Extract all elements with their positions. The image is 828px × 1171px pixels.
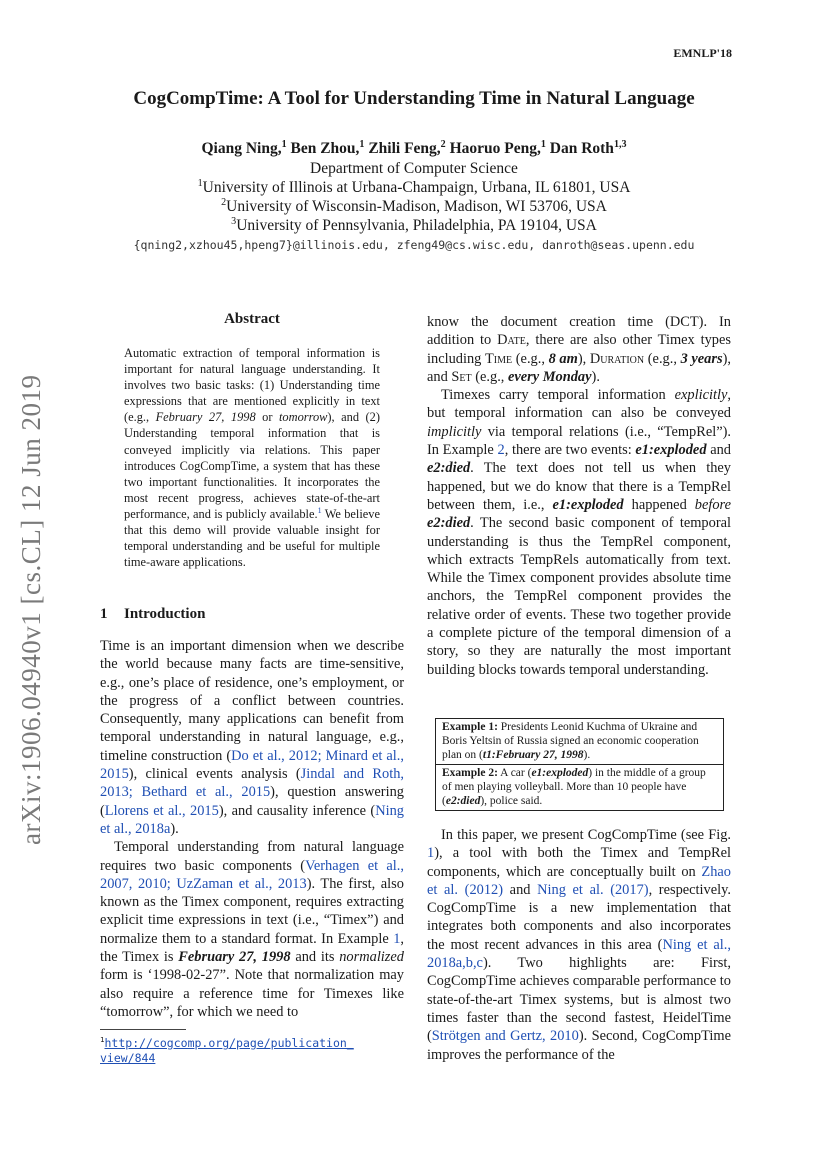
- body-text: , respectively. CogCompTime is a new implementation that integrates both components and also incorporates the most recent advances in this area (: [427, 881, 731, 953]
- affiliation-sup: 2: [221, 196, 227, 208]
- paragraph: [427, 826, 731, 1064]
- event-label: e2:died: [427, 515, 471, 532]
- body-text-bold: every Monday: [508, 368, 592, 385]
- arxiv-stamp: arXiv:1906.04940v1 [cs.CL] 12 Jun 2019: [16, 374, 46, 846]
- paragraph: [100, 838, 404, 1021]
- author-name: Haoruo Peng,: [449, 140, 541, 157]
- abstract-text: ), and (2) Understanding temporal information that is conveyed implicitly via relations. This paper introduces CogCompTime, a system that has these two important functionalities. It incorporates the most recent progress, achieves state-of-the-art performance, and is publicly available.: [124, 410, 380, 521]
- right-column-body-bottom: [427, 826, 731, 1064]
- body-text-italic: implicitly: [427, 423, 482, 440]
- example-1: [436, 719, 723, 764]
- body-text: ), a tool with both the Timex and TempRel components, which are conceptually built on: [427, 845, 731, 880]
- example-annotation: e2:died: [445, 795, 481, 807]
- examples-box: [435, 718, 724, 811]
- body-text: ). Two highlights are: First, CogCompTime achieves comparable performance to state-of-the-art Timex systems, but is almost two times faster than the second fastest, HeidelTime (: [427, 955, 731, 1045]
- body-text: . The second basic component of temporal understanding is thus the TempRel component, which extracts TempRels automatically from text. While the Timex component provides absolute time anchors, the TempRel component provides the relative order of events. These two together provide a complete picture of the temporal dimension of a story, so they are naturally the most important building blocks towards temporal understanding.: [427, 515, 731, 678]
- citation-link[interactable]: Llorens et al., 2015: [104, 802, 219, 819]
- body-text: , the Timex is: [100, 930, 404, 966]
- example-label: Example 2:: [442, 767, 498, 779]
- footnote-url-line: http://cogcomp.org/page/publication_: [104, 1036, 354, 1050]
- example-annotation: e1:exploded: [531, 767, 589, 779]
- abstract-example-tomorrow: tomorrow: [278, 410, 328, 425]
- body-text: , but temporal information can also be conveyed: [427, 387, 731, 422]
- author-emails: {qning2,xzhou45,hpeng7}@illinois.edu, zfeng49@cs.wisc.edu, danroth@seas.upenn.edu: [133, 238, 695, 252]
- body-text: ), question answering (: [100, 784, 404, 819]
- example-text: A car (: [497, 767, 532, 779]
- citation-link[interactable]: Strötgen and Gertz, 2010: [431, 1028, 579, 1045]
- body-text-italic: before: [694, 496, 731, 513]
- body-text-italic: normalized: [339, 949, 404, 966]
- affiliation-text: University of Illinois at Urbana-Champaign, Urbana, IL 61801, USA: [202, 179, 631, 196]
- body-text: (e.g.,: [471, 368, 508, 385]
- body-text: and its: [290, 949, 340, 966]
- author-name: Zhili Feng,: [368, 140, 441, 157]
- affiliation-sup: 3: [231, 215, 237, 227]
- body-text: Temporal understanding from natural language requires two basic components (: [100, 839, 404, 874]
- venue-label: EMNLP'18: [673, 46, 732, 60]
- citation-link[interactable]: Zhao et al. (2012): [427, 863, 731, 898]
- body-text-bold: 8 am: [548, 350, 578, 367]
- author-name: Qiang Ning,: [201, 140, 282, 157]
- body-text: , there are two events:: [504, 442, 636, 459]
- abstract-text: We believe that this demo will provide valuable insight for temporal understanding and be useful for multiple time-aware applications.: [124, 506, 380, 570]
- author-sup: 1: [540, 138, 546, 150]
- body-text: (e.g.,: [644, 350, 681, 367]
- paper-title: CogCompTime: A Tool for Understanding Time in Natural Language: [133, 88, 695, 109]
- paragraph: [427, 386, 731, 679]
- footnote-url-link[interactable]: [100, 1036, 354, 1065]
- example-annotation: t1:February 27, 1998: [482, 749, 584, 761]
- body-text: ). The first, also known as the Timex component, requires extracting explicit time expressions in text (i.e., “Timex”) and normalize them to a standard format. In Example: [100, 875, 404, 947]
- author-name: Ben Zhou,: [290, 140, 360, 157]
- body-text-bold: February 27, 1998: [178, 949, 291, 966]
- body-text: and: [503, 881, 538, 898]
- example-text: ) in the middle of a group of men playing volleyball. More than 10 people have (: [442, 767, 706, 807]
- footnote-mark-link[interactable]: 1: [317, 505, 322, 515]
- example-label: Example 1:: [442, 721, 498, 733]
- body-text: ), and causality inference (: [218, 802, 376, 819]
- body-text: In this paper, we present CogCompTime (see Fig.: [441, 827, 731, 843]
- citation-link[interactable]: Ning et al. (2017): [537, 881, 649, 898]
- body-text: Timexes carry temporal information: [441, 387, 675, 404]
- footnote-number: 1: [100, 1035, 105, 1045]
- body-text: . The text does not tell us when they happened, but we do know that there is a TempRel between them, i.e.,: [427, 460, 731, 513]
- event-label: e1:exploded: [635, 442, 707, 459]
- affiliation-1: [100, 179, 728, 197]
- citation-link[interactable]: Ning et al., 2018a: [100, 802, 405, 837]
- timex-type: Set: [451, 368, 472, 385]
- department: Department of Computer Science: [310, 160, 518, 177]
- body-text: Time is an important dimension when we describe the world because many facts are time-sensitive, e.g., one’s place of residence, one’s employment, or the progress of a conflict between countries. Consequently, many applications can benefit from temporal understanding in natural language, e.g., timeline construction (: [100, 638, 404, 764]
- footnote-divider: [100, 1029, 186, 1030]
- author-sup: 1,3: [613, 138, 627, 150]
- body-text: ), clinical events analysis (: [128, 766, 301, 783]
- figure-ref-link[interactable]: 1: [427, 845, 435, 862]
- body-text: ),: [577, 350, 590, 367]
- citation-link[interactable]: Jindal and Roth, 2013; Bethard et al., 2015: [100, 766, 404, 801]
- abstract-body: [124, 345, 380, 570]
- abstract-text: or: [255, 410, 279, 425]
- example-text: ).: [583, 749, 591, 761]
- citation-link[interactable]: Verhagen et al., 2007, 2010; UzZaman et al., 2013: [100, 857, 404, 892]
- right-column-body-top: [427, 313, 731, 679]
- body-text-bold: 3 years: [680, 350, 723, 367]
- section-title: Introduction: [124, 606, 206, 622]
- body-text: ). Second, CogCompTime improves the performance of the: [427, 1028, 731, 1063]
- paragraph: [427, 313, 731, 386]
- abstract-example-date: February 27, 1998: [155, 410, 256, 425]
- left-column-body: [100, 637, 404, 1021]
- footnote-url-line: view/844: [100, 1051, 156, 1065]
- footnote: [100, 1036, 404, 1066]
- author-sup: 1: [359, 138, 365, 150]
- section-heading-introduction: [100, 606, 205, 623]
- body-text: ).: [591, 368, 600, 385]
- timex-type: Time: [485, 350, 513, 367]
- author-list: [100, 140, 728, 158]
- author-sup: 1: [281, 138, 287, 150]
- body-text: (e.g.,: [512, 350, 549, 367]
- example-ref-link[interactable]: 2: [497, 442, 505, 459]
- body-text: ), and: [427, 350, 731, 385]
- body-text: , there are also other Timex types including: [427, 332, 731, 367]
- author-sup: 2: [440, 138, 446, 150]
- body-text: and: [706, 442, 731, 459]
- section-number: 1: [100, 606, 108, 622]
- event-label: e1:exploded: [552, 496, 624, 513]
- affiliation-2: [100, 198, 728, 216]
- author-name: Dan Roth: [549, 140, 614, 157]
- abstract-text: Automatic extraction of temporal information is important for natural language understanding. It involves two basic tasks: (1) Understanding time expressions that are mentioned explicitly in text (e.g.,: [124, 346, 380, 425]
- affiliation-text: University of Pennsylvania, Philadelphia, PA 19104, USA: [236, 217, 597, 234]
- body-text: via temporal relations (i.e., “TempRel”). In Example: [427, 423, 731, 459]
- affiliation-text: University of Wisconsin-Madison, Madison, WI 53706, USA: [226, 198, 607, 215]
- citation-link[interactable]: Do et al., 2012; Minard et al., 2015: [100, 747, 404, 783]
- affiliation-3: [100, 217, 728, 235]
- body-text: ).: [170, 820, 179, 837]
- affiliation-sup: 1: [197, 177, 203, 189]
- event-label: e2:died: [427, 460, 471, 477]
- example-text: ), police said.: [480, 795, 543, 807]
- timex-type: Duration: [589, 350, 645, 367]
- example-ref-link[interactable]: 1: [393, 930, 401, 947]
- example-2: [436, 764, 723, 810]
- paragraph: [100, 637, 404, 838]
- timex-type: Date: [497, 332, 526, 349]
- body-text: know the document creation time (DCT). In addition to: [427, 314, 731, 349]
- body-text-italic: explicitly: [674, 387, 728, 404]
- body-text: happened: [623, 496, 695, 513]
- citation-link[interactable]: Ning et al., 2018a,b,c: [427, 936, 731, 972]
- abstract-heading: Abstract: [224, 311, 280, 327]
- example-text: Presidents Leonid Kuchma of Ukraine and Boris Yeltsin of Russia signed an economic cooperation plan on (: [442, 721, 699, 761]
- body-text: form is ‘1998-02-27”. Note that normalization may also require a reference time for Timexes like “tomorrow”, for which we need to: [100, 967, 404, 1020]
